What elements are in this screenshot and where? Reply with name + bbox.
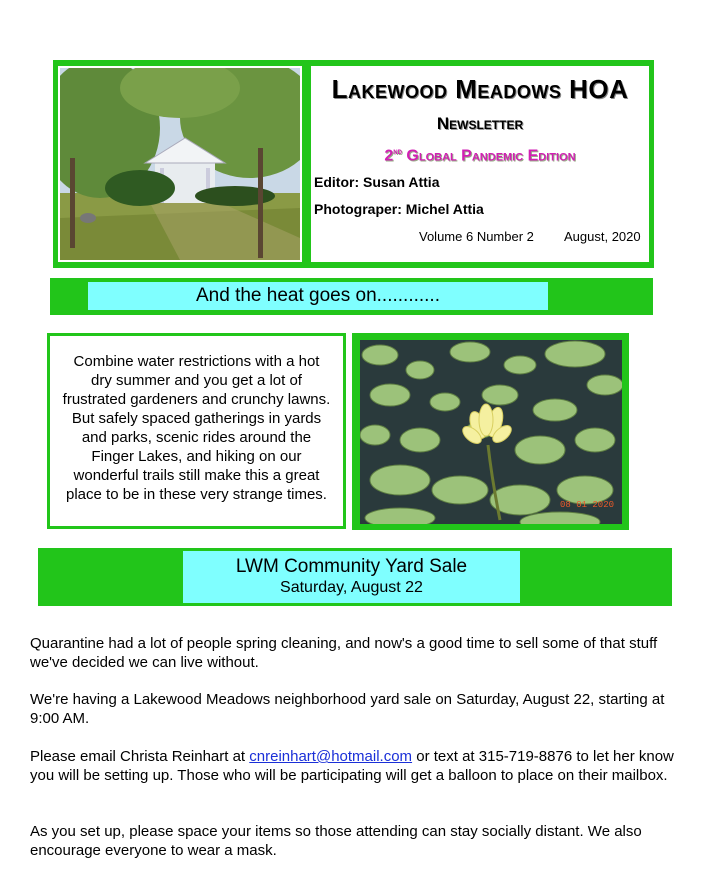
edition-label: 2nd Global Pandemic Edition xyxy=(384,146,576,165)
yard-sale-box xyxy=(183,551,520,603)
masthead-panel xyxy=(311,66,649,262)
yard-sale-date: Saturday, August 22 xyxy=(280,579,423,596)
volume-number: Volume 6 Number 2 xyxy=(419,229,534,244)
yard-sale-title: LWM Community Yard Sale xyxy=(235,556,468,577)
water-lily-photo xyxy=(360,340,622,524)
editor-credit: Editor: Susan Attia xyxy=(314,174,440,190)
photo-date-stamp: 08 01 2020 xyxy=(560,500,615,510)
email-link[interactable]: cnreinhart@hotmail.com xyxy=(249,748,413,765)
issue-date: August, 2020 xyxy=(564,229,641,244)
paragraph-distancing: As you set up, please space your items so those attending can stay socially distant. We also encourage everyone to wear a mask. xyxy=(30,823,642,859)
paragraph-contact xyxy=(30,747,680,785)
contact-text: Please email Christa Reinhart at xyxy=(30,748,250,765)
newsletter-title: Lakewood Meadows HOA xyxy=(331,74,629,104)
contact-text-rest: or text at 315-719-8876 to let her know you will be setting up. Those who will be participating will get a balloon to place on their mailbox. xyxy=(30,748,674,784)
paragraph-quarantine: Quarantine had a lot of people spring cleaning, and now's a good time to sell some of that stuff we've decided we can live without. xyxy=(30,635,658,671)
article-box xyxy=(47,333,346,529)
heat-banner-text: And the heat goes on............ xyxy=(88,282,548,310)
newsletter-subtitle: Newsletter xyxy=(436,114,524,133)
paragraph-yard-sale: We're having a Lakewood Meadows neighborhood yard sale on Saturday, August 22, starting at 9:00 AM. xyxy=(30,691,665,727)
photographer-credit: Photograper: Michel Attia xyxy=(314,201,484,217)
gazebo-photo xyxy=(58,66,302,262)
article-text: Combine water restrictions with a hot dry summer and you get a lot of frustrated gardeners and crunchy lawns. But safely spaced gatherings in yards and parks, scenic rides around the Finger Lakes, and hiking on our wonderful trails still make this a great place to be in these very strange times. xyxy=(62,353,331,503)
